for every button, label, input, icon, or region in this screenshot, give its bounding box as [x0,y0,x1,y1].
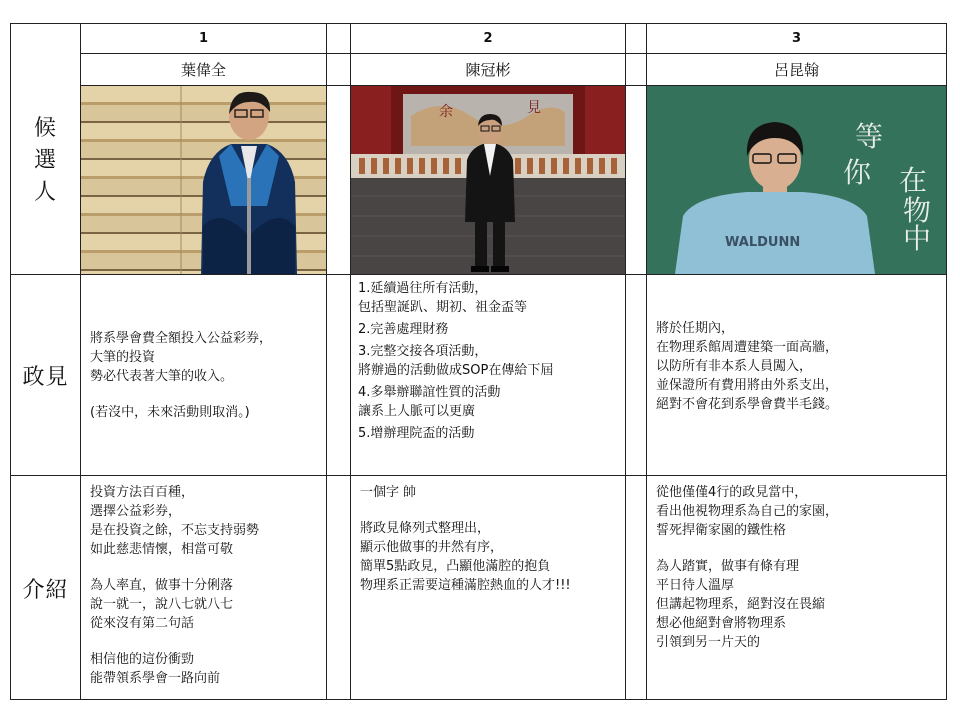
intro-3-para-2: 為人踏實，做事有條有理 平日待人溫厚 但講起物理系，絕對沒在畏縮 想必他絕對會將物理系 引領到另一片天的 [656,559,826,650]
person-illustration-1 [81,86,326,274]
candidate-photo-3 [647,86,946,274]
row-label-candidate [11,113,80,213]
intro-cell-2 [360,483,624,697]
platform-3-para-1: 將於任期內， 在物理系館周遭建築一面高牆， 以防所有非本系人員闖入， 並保證所有費用將由外系支出， 絕對不會花到系學會費半毛錢。 [656,321,839,412]
grid-line [625,23,626,700]
grid-line [10,475,947,476]
candidate-number-2: 2 [483,31,493,46]
platform-2-item-5: 5.增辦理院盃的活動 [358,426,475,441]
candidate-name-1: 葉偉全 [180,61,226,79]
row-label-platform: 政見 [22,365,69,390]
svg-text:見: 見 [527,100,541,116]
intro-cell-1 [90,483,322,697]
intro-3-para-1: 從他僅僅4行的政見當中， 看出他視物理系為自己的家園， 誓死捍衛家園的鐵性格 [656,485,839,538]
platform-1-para-1: 將系學會費全額投入公益彩券， 大筆的投資 勢必代表著大筆的收入。 [90,331,273,384]
intro-1-para-3: 相信他的這份衝勁 能帶領系學會一路向前 [90,652,221,686]
chalkboard-illustration [647,86,946,274]
intro-1-para-2: 為人率直，做事十分俐落 說一就一，說八七就八七 從來沒有第二句話 [90,578,234,631]
svg-text:余: 余 [439,104,453,120]
grid-line [10,274,947,275]
row-label-intro: 介紹 [22,578,69,603]
board-char-2: 你 [843,156,872,189]
intro-2-para-2: 將政見條列式整理出， 顯示他做事的井然有序， 簡單5點政見，凸顯他滿腔的抱負 物理系正需要這種滿腔熱血的人才!!! [360,521,571,593]
candidate-number-1: 1 [198,31,209,46]
grid-line [946,23,947,700]
intro-cell-3 [656,483,942,697]
board-char-3: 在 [899,164,928,197]
platform-cell-1 [90,329,322,469]
platform-2-item-4: 4.多舉辦聯誼性質的活動 讓系上人脈可以更廣 [358,385,501,419]
platform-2-list [358,279,624,443]
candidate-name-3: 呂昆翰 [773,61,819,79]
candidate-name-2: 陳冠彬 [465,61,511,79]
intro-2-para-1: 一個字 帥 [360,485,417,500]
board-char-5: 中 [903,222,932,255]
board-char-4: 物 [903,194,932,227]
platform-cell-3 [656,319,942,469]
grid-line [326,23,327,700]
candidate-number-3: 3 [791,31,802,46]
platform-2-item-1: 1.延續過往所有活動， 包括聖誕趴、期初、祖金盃等 [358,281,528,315]
board-char-1: 等 [855,120,884,153]
platform-2-item-3: 3.完整交接各項活動， 將辦過的活動做成SOP在傳給下屆 [358,344,554,378]
stage-illustration [351,86,625,274]
row-label-candidate-text: 候選人 [33,116,57,205]
platform-1-para-2: (若沒中，未來活動則取消。) [90,405,250,420]
intro-1-para-1: 投資方法百百種， 選擇公益彩券， 是在投資之餘，不忘支持弱勢 如此慈悲情懷，相當可敬 [90,485,260,557]
candidate-photo-2 [351,86,625,274]
candidate-photo-1 [81,86,326,274]
grid-line [10,699,947,700]
shirt-print: WALDUNN [725,235,801,250]
platform-cell-2 [358,279,624,475]
platform-2-item-2: 2.完善處理財務 [358,322,449,337]
candidate-table [10,23,947,700]
